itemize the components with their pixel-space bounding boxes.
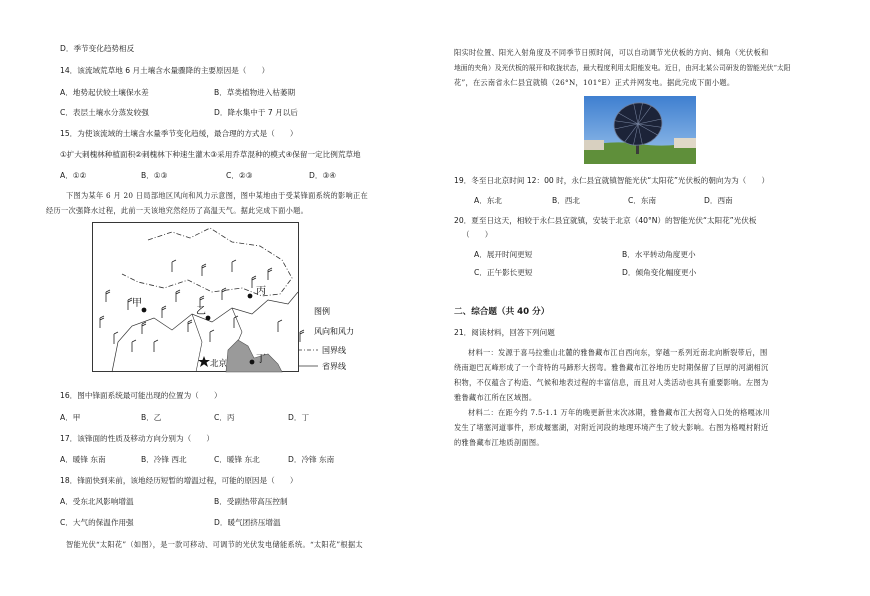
map-label-jia: 甲 xyxy=(132,298,142,309)
q17-option-a: A．暖锋 东南 xyxy=(60,455,106,464)
q16-stem: 16．图中锋面系统最可能出现的位置为（ ） xyxy=(60,391,222,400)
q21-material2-line1: 材料二：在距今约 7.5-1.1 万年的晚更新世末次冰期，雅鲁藏布江大拐弯入口处的格嘎冰川 xyxy=(468,408,771,417)
q17-option-c: C．暖锋 东北 xyxy=(214,455,260,464)
legend-wind-label: 风向和风力 xyxy=(314,327,354,336)
q21-stem: 21．阅读材料，回答下列问题 xyxy=(454,328,555,337)
q19-option-b: B．西北 xyxy=(552,196,580,205)
wind-map-figure xyxy=(92,222,388,377)
bohai-sea xyxy=(226,340,282,372)
sunflower-text-line1: 阳实时位置、阳光入射角度及不同季节日照时间，可以自动调节光伏板的方向、倾角（光伏板和 xyxy=(454,48,769,57)
q14-option-b: B．草类植物进入枯萎期 xyxy=(214,88,296,97)
provincial-border-2 xyxy=(192,314,202,372)
q21-material2-line2: 发生了堵塞河道事件，形成堰塞湖，对附近河段的地理环境产生了较大影响。右图为格嘎村附近 xyxy=(454,423,769,432)
q20-option-b: B．水平转动角度更小 xyxy=(622,250,696,259)
q20-option-d: D．倾角变化幅度更小 xyxy=(622,268,697,277)
national-border xyxy=(122,228,292,296)
sunflower-text-line2: 地面的夹角）及光伏板的展开和收拢状态，最大程度利用太阳能发电。近日，由河北某公司研发的智能光伏“太阳 xyxy=(454,64,791,72)
q19-option-a: A．东北 xyxy=(474,196,502,205)
q20-paren: （ ） xyxy=(462,230,493,239)
q18-option-b: B．受副热带高压控制 xyxy=(214,497,288,506)
q16-option-b: B．乙 xyxy=(141,413,162,422)
q16-option-d: D．丁 xyxy=(288,413,310,422)
q15-stem: 15．为使该流域的土壤含水量季节变化趋缓，最合理的方式是（ ） xyxy=(60,129,298,138)
q20-option-c: C．正午影长更短 xyxy=(474,268,533,277)
q17-option-b: B．冷锋 西北 xyxy=(141,455,187,464)
q21-material1-line4: 雅鲁藏布江所在区域图。 xyxy=(454,393,537,402)
legend-title: 图例 xyxy=(314,307,330,316)
q18-option-d: D．暖气团挤压增温 xyxy=(214,518,281,527)
map-label-ding: 丁 xyxy=(256,354,266,365)
q20-option-a: A．展开时间更短 xyxy=(474,250,533,259)
q14-stem: 14．该流域荒草地 6 月土壤含水量骤降的主要原因是（ ） xyxy=(60,66,270,75)
q15-choices: ①扩大刺槐林种植面积②刺槐林下种速生灌木③采用乔草混种的模式④保留一定比例荒草地 xyxy=(60,150,361,159)
map-label-beijing: 北京 xyxy=(210,359,228,369)
legend-national-label: 国界线 xyxy=(322,346,346,355)
map-label-yi: 乙 xyxy=(196,306,206,317)
legend-provincial-label: 省界线 xyxy=(322,362,346,371)
map-intro-line1: 下图为某年 6 月 20 日局部地区风向和风力示意图，图中某地由于受某锋面系统的影响正在 xyxy=(66,191,368,200)
q19-option-d: D．西南 xyxy=(704,196,733,205)
sunflower-intro-line1: 智能光伏“太阳花”（如图），是一款可移动、可调节的光伏发电储能系统。“太阳花”根据太 xyxy=(66,540,363,549)
point-jia xyxy=(142,308,147,313)
point-ding xyxy=(250,360,255,365)
provincial-border-3 xyxy=(232,308,242,346)
map-frame xyxy=(93,223,299,372)
q20-stem: 20．夏至日这天，相较于永仁县宜就镇，安装于北京（40°N）的智能光伏“太阳花”光伏板 xyxy=(454,216,757,225)
q21-material1-line3: 积物，不仅蕴含了构造、气候和地表过程的丰富信息，而且对人类活动也具有重要影响。左图为 xyxy=(454,378,769,387)
q13-option-d: D．季节变化趋势相反 xyxy=(60,44,135,53)
q14-option-c: C．表层土壤水分蒸发较强 xyxy=(60,108,149,117)
legend-wind-icon xyxy=(300,330,304,342)
point-yi xyxy=(206,316,211,321)
q15-option-b: B．①③ xyxy=(141,171,168,180)
q19-stem: 19．冬至日北京时间 12：00 时，永仁县宜就镇智能光伏“太阳花”光伏板的朝向为为（ ） xyxy=(454,176,770,185)
q15-option-c: C．②③ xyxy=(226,171,253,180)
q17-option-d: D．冷锋 东南 xyxy=(288,455,335,464)
beijing-star-icon xyxy=(198,356,210,367)
point-bing xyxy=(248,294,253,299)
q17-stem: 17．该锋面的性质及移动方向分别为（ ） xyxy=(60,434,214,443)
map-intro-line2: 经历一次强降水过程，此前一天该地究然经历了高温天气。据此完成下面小题。 xyxy=(46,206,309,215)
q21-material2-line3: 的雅鲁藏布江地质剖面图。 xyxy=(454,438,544,447)
q14-option-d: D．降水集中于 7 月以后 xyxy=(214,108,298,117)
q21-material1-line1: 材料一：发源于喜马拉雅山北麓的雅鲁藏布江自西向东，穿越一系列近南北向断裂带后，围 xyxy=(468,348,768,357)
solar-flower-photo xyxy=(584,96,696,164)
q18-stem: 18．锋面快到来前，该地经历短暂的增温过程，可能的原因是（ ） xyxy=(60,476,298,485)
q15-option-d: D．③④ xyxy=(309,171,337,180)
q14-option-a: A．地势起伏较土壤保水差 xyxy=(60,88,149,97)
q15-option-a: A．①② xyxy=(60,171,87,180)
q18-option-c: C．大气的保温作用强 xyxy=(60,518,134,527)
q19-option-c: C．东南 xyxy=(628,196,657,205)
q16-option-c: C．丙 xyxy=(214,413,235,422)
q18-option-a: A．受东北风影响增温 xyxy=(60,497,134,506)
sunflower-text-line3: 花”，在云南省永仁县宜就镇（26°N，101°E）正式并网发电。据此完成下面小题。 xyxy=(454,78,735,87)
q21-material1-line2: 绕南迦巴瓦峰形成了一个奇特的马蹄形大拐弯。雅鲁藏布江谷地历史时期保留了巨厚的河湖相沉 xyxy=(454,363,769,372)
q16-option-a: A．甲 xyxy=(60,413,81,422)
map-label-bing: 丙 xyxy=(256,286,266,297)
section-2-title: 二、综合题（共 40 分） xyxy=(454,307,550,317)
